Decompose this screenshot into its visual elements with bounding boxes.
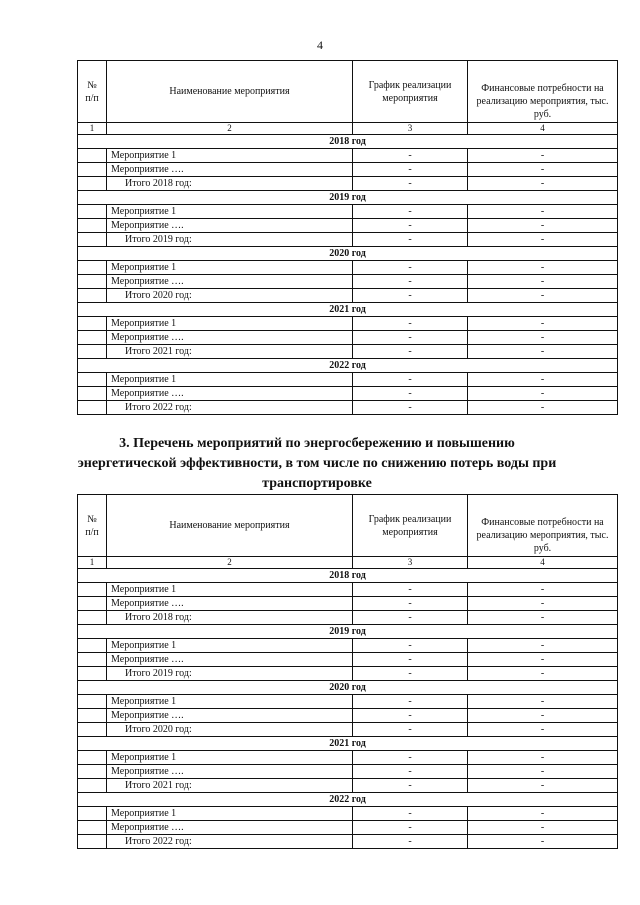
row-number: [78, 289, 107, 303]
row-total-label: Итого 2019 год:: [107, 667, 353, 681]
section-title: 3. Перечень мероприятий по энергосбережению и повышению энергетической эффективности, в том числе по снижению потерь воды при транспортировке: [77, 436, 557, 491]
row-finance: -: [468, 611, 618, 625]
row-schedule: -: [353, 387, 468, 401]
header-name: Наименование мероприятия: [107, 61, 353, 123]
table-row: [78, 639, 618, 653]
row-schedule: -: [353, 373, 468, 387]
row-total-label: Итого 2018 год:: [107, 177, 353, 191]
table-row: [78, 219, 618, 233]
row-schedule: -: [353, 261, 468, 275]
row-schedule: -: [353, 149, 468, 163]
row-schedule: -: [353, 723, 468, 737]
column-number-row: [78, 557, 618, 569]
row-finance: -: [468, 177, 618, 191]
table-row: [78, 751, 618, 765]
row-event-name: Мероприятие 1: [107, 149, 353, 163]
table-header-row: [78, 61, 618, 123]
row-number: [78, 331, 107, 345]
table-row: [78, 667, 618, 681]
row-event-name: Мероприятие ….: [107, 765, 353, 779]
header-name: Наименование мероприятия: [107, 495, 353, 557]
row-total-label: Итого 2018 год:: [107, 611, 353, 625]
row-schedule: -: [353, 401, 468, 415]
header-schedule: График реализации мероприятия: [353, 495, 468, 557]
column-number: 2: [107, 557, 353, 569]
row-schedule: -: [353, 317, 468, 331]
row-schedule: -: [353, 289, 468, 303]
year-label: 2021 год: [78, 737, 618, 751]
row-event-name: Мероприятие ….: [107, 821, 353, 835]
table-row: [78, 597, 618, 611]
row-event-name: Мероприятие ….: [107, 387, 353, 401]
row-schedule: -: [353, 835, 468, 849]
row-event-name: Мероприятие ….: [107, 709, 353, 723]
row-schedule: -: [353, 667, 468, 681]
row-total-label: Итого 2020 год:: [107, 723, 353, 737]
year-label: 2020 год: [78, 247, 618, 261]
row-finance: -: [468, 765, 618, 779]
row-total-label: Итого 2022 год:: [107, 401, 353, 415]
events-table-1: [77, 60, 618, 415]
table-row: [78, 149, 618, 163]
row-schedule: -: [353, 177, 468, 191]
header-schedule: График реализации мероприятия: [353, 61, 468, 123]
table-row: [78, 261, 618, 275]
row-finance: -: [468, 807, 618, 821]
row-event-name: Мероприятие 1: [107, 373, 353, 387]
row-schedule: -: [353, 163, 468, 177]
row-number: [78, 667, 107, 681]
row-event-name: Мероприятие 1: [107, 317, 353, 331]
row-schedule: -: [353, 611, 468, 625]
row-schedule: -: [353, 821, 468, 835]
row-event-name: Мероприятие 1: [107, 695, 353, 709]
row-event-name: Мероприятие 1: [107, 639, 353, 653]
year-label: 2018 год: [78, 569, 618, 583]
row-finance: -: [468, 583, 618, 597]
row-total-label: Итого 2021 год:: [107, 779, 353, 793]
table-row: [78, 821, 618, 835]
year-row: [78, 191, 618, 205]
row-number: [78, 611, 107, 625]
row-schedule: -: [353, 653, 468, 667]
row-finance: -: [468, 275, 618, 289]
row-finance: -: [468, 163, 618, 177]
table-row: [78, 289, 618, 303]
row-number: [78, 219, 107, 233]
row-finance: -: [468, 289, 618, 303]
row-schedule: -: [353, 275, 468, 289]
table-row: [78, 345, 618, 359]
year-label: 2022 год: [78, 359, 618, 373]
year-row: [78, 793, 618, 807]
table-row: [78, 205, 618, 219]
row-number: [78, 373, 107, 387]
row-schedule: -: [353, 233, 468, 247]
row-finance: -: [468, 401, 618, 415]
column-number: 2: [107, 123, 353, 135]
row-number: [78, 401, 107, 415]
row-finance: -: [468, 233, 618, 247]
column-number: 4: [468, 557, 618, 569]
table-row: [78, 373, 618, 387]
table-row: [78, 779, 618, 793]
year-row: [78, 303, 618, 317]
row-finance: -: [468, 835, 618, 849]
row-event-name: Мероприятие ….: [107, 163, 353, 177]
header-finance: Финансовые потребности на реализацию мероприятия, тыс. руб.: [468, 61, 618, 123]
row-number: [78, 779, 107, 793]
row-schedule: -: [353, 597, 468, 611]
row-finance: -: [468, 695, 618, 709]
row-number: [78, 639, 107, 653]
row-schedule: -: [353, 779, 468, 793]
row-number: [78, 387, 107, 401]
table-row: [78, 163, 618, 177]
column-number: 1: [78, 123, 107, 135]
table-row: [78, 275, 618, 289]
row-number: [78, 233, 107, 247]
row-number: [78, 821, 107, 835]
row-schedule: -: [353, 765, 468, 779]
row-event-name: Мероприятие ….: [107, 597, 353, 611]
year-label: 2019 год: [78, 191, 618, 205]
table-row: [78, 387, 618, 401]
row-finance: -: [468, 331, 618, 345]
table-row: [78, 583, 618, 597]
year-row: [78, 737, 618, 751]
row-event-name: Мероприятие 1: [107, 807, 353, 821]
row-finance: -: [468, 667, 618, 681]
row-finance: -: [468, 373, 618, 387]
row-schedule: -: [353, 205, 468, 219]
row-total-label: Итого 2022 год:: [107, 835, 353, 849]
row-event-name: Мероприятие 1: [107, 583, 353, 597]
row-finance: -: [468, 219, 618, 233]
row-number: [78, 149, 107, 163]
row-number: [78, 345, 107, 359]
events-table-2: [77, 494, 618, 849]
column-number: 4: [468, 123, 618, 135]
row-number: [78, 835, 107, 849]
row-schedule: -: [353, 331, 468, 345]
row-finance: -: [468, 821, 618, 835]
row-number: [78, 709, 107, 723]
table-row: [78, 695, 618, 709]
row-finance: -: [468, 205, 618, 219]
row-event-name: Мероприятие 1: [107, 751, 353, 765]
year-row: [78, 135, 618, 149]
year-row: [78, 625, 618, 639]
column-number: 3: [353, 557, 468, 569]
row-event-name: Мероприятие 1: [107, 205, 353, 219]
year-row: [78, 681, 618, 695]
row-total-label: Итого 2019 год:: [107, 233, 353, 247]
row-finance: -: [468, 723, 618, 737]
row-schedule: -: [353, 709, 468, 723]
year-row: [78, 569, 618, 583]
row-event-name: Мероприятие ….: [107, 653, 353, 667]
table-row: [78, 233, 618, 247]
row-number: [78, 653, 107, 667]
table-header-row: [78, 495, 618, 557]
table-row: [78, 177, 618, 191]
year-label: 2020 год: [78, 681, 618, 695]
row-schedule: -: [353, 639, 468, 653]
year-row: [78, 359, 618, 373]
row-finance: -: [468, 387, 618, 401]
row-finance: -: [468, 751, 618, 765]
row-finance: -: [468, 779, 618, 793]
row-total-label: Итого 2020 год:: [107, 289, 353, 303]
row-finance: -: [468, 639, 618, 653]
row-number: [78, 177, 107, 191]
table-row: [78, 765, 618, 779]
year-label: 2021 год: [78, 303, 618, 317]
row-schedule: -: [353, 219, 468, 233]
header-num: № п/п: [78, 61, 107, 123]
column-number: 1: [78, 557, 107, 569]
year-row: [78, 247, 618, 261]
table-row: [78, 835, 618, 849]
table-row: [78, 653, 618, 667]
row-event-name: Мероприятие 1: [107, 261, 353, 275]
table-row: [78, 723, 618, 737]
table-row: [78, 317, 618, 331]
table-row: [78, 807, 618, 821]
year-label: 2019 год: [78, 625, 618, 639]
row-event-name: Мероприятие ….: [107, 275, 353, 289]
row-schedule: -: [353, 695, 468, 709]
row-event-name: Мероприятие ….: [107, 331, 353, 345]
column-number-row: [78, 123, 618, 135]
table-row: [78, 709, 618, 723]
year-label: 2018 год: [78, 135, 618, 149]
row-number: [78, 765, 107, 779]
row-event-name: Мероприятие ….: [107, 219, 353, 233]
row-number: [78, 723, 107, 737]
header-finance: Финансовые потребности на реализацию мероприятия, тыс. руб.: [468, 495, 618, 557]
row-schedule: -: [353, 345, 468, 359]
row-number: [78, 583, 107, 597]
row-schedule: -: [353, 583, 468, 597]
column-number: 3: [353, 123, 468, 135]
row-number: [78, 751, 107, 765]
row-finance: -: [468, 653, 618, 667]
table-row: [78, 401, 618, 415]
page-number: 4: [317, 38, 323, 52]
row-number: [78, 317, 107, 331]
row-number: [78, 807, 107, 821]
year-label: 2022 год: [78, 793, 618, 807]
table-row: [78, 331, 618, 345]
row-finance: -: [468, 261, 618, 275]
row-finance: -: [468, 709, 618, 723]
row-number: [78, 695, 107, 709]
table-row: [78, 611, 618, 625]
row-number: [78, 261, 107, 275]
row-number: [78, 597, 107, 611]
row-finance: -: [468, 345, 618, 359]
header-num: № п/п: [78, 495, 107, 557]
row-number: [78, 163, 107, 177]
row-finance: -: [468, 317, 618, 331]
row-finance: -: [468, 149, 618, 163]
row-schedule: -: [353, 751, 468, 765]
row-number: [78, 275, 107, 289]
row-finance: -: [468, 597, 618, 611]
row-schedule: -: [353, 807, 468, 821]
row-total-label: Итого 2021 год:: [107, 345, 353, 359]
row-number: [78, 205, 107, 219]
